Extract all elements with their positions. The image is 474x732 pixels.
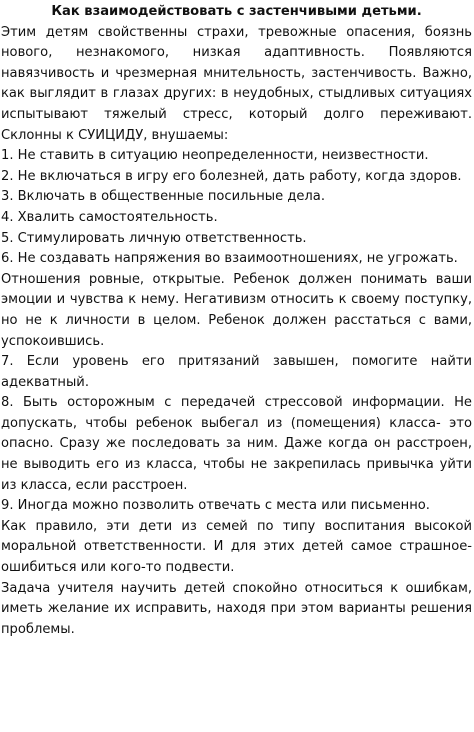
list-item-2: 2. Не включаться в игру его болезней, дать работу, когда здоров. <box>1 168 462 184</box>
list-item-5: 5. Стимулировать личную ответственность. <box>1 230 307 246</box>
relations-paragraph: Отношения ровные, открытые. Ребенок должен понимать ваши эмоции и чувства к нему. Негативизм относить к своему поступку, но не к личности в целом. Ребенок должен расстаться с вами, успокоившись. <box>1 271 472 349</box>
list-item-9: 9. Иногда можно позволить отвечать с места или письменно. <box>1 498 430 514</box>
list-item-7: 7. Если уровень его притязаний завышен, помогите найти адекватный. <box>1 354 472 390</box>
list-item-4: 4. Хвалить самостоятельность. <box>1 209 218 225</box>
list-item-1: 1. Не ставить в ситуацию неопределенности, неизвестности. <box>1 148 429 164</box>
list-item-6: 6. Не создавать напряжения во взаимоотношениях, не угрожать. <box>1 251 458 267</box>
list-item-8: 8. Быть осторожным с передачей стрессовой информации. Не допускать, чтобы ребенок выбегал из (помещения) класса- это опасно. Сразу же последовать за ним. Даже когда он расстроен, не выводить его из класса, чтобы не закрепилась привычка уйти из класса, если расстроен. <box>1 395 472 493</box>
list-item-3: 3. Включать в общественные посильные дела. <box>1 189 325 205</box>
teacher-task-paragraph: Задача учителя научить детей спокойно относиться к ошибкам, иметь желание их исправить, находя при этом варианты решения проблемы. <box>1 580 472 637</box>
family-paragraph: Как правило, эти дети из семей по типу воспитания высокой моральной ответственности. И для этих детей самое страшное-ошибиться или кого-то подвести. <box>1 518 472 576</box>
intro-paragraph: Этим детям свойственны страхи, тревожные опасения, боязнь нового, незнакомого, низкая адаптивность. Появляются навязчивость и чрезмерная мнительность, застенчивость. Важно, как выглядит в глазах других: в неудобных, стыдливых ситуациях испытывают тяжелый стресс, который долго переживают. Склонны к СУИЦИДУ, внушаемы: <box>1 24 472 143</box>
document-title: Как взаимодействовать с застенчивыми детьми. <box>51 4 422 19</box>
